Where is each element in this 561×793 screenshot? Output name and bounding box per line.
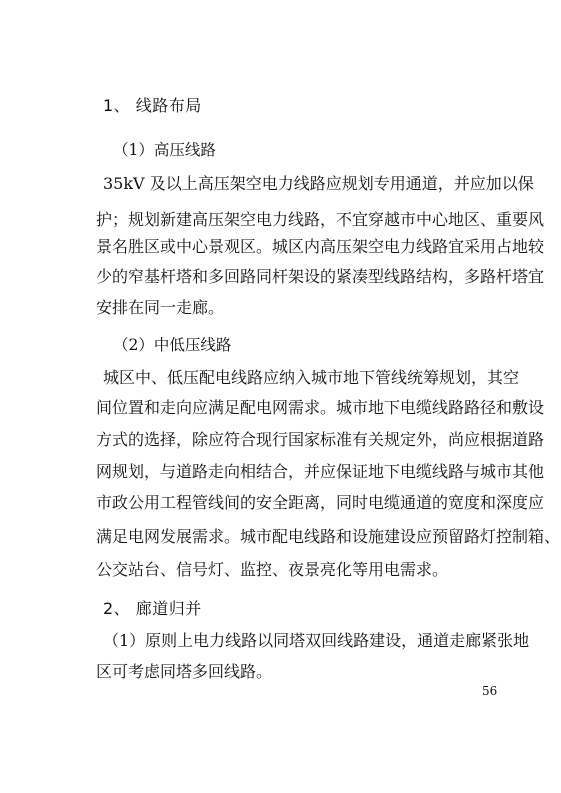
paragraph-line: 公交站台、信号灯、监控、夜景亮化等用电需求。 [96, 560, 449, 579]
paragraph-line: 区可考虑同塔多回线路。 [96, 662, 273, 681]
paragraph-line: 景名胜区或中心景观区。城区内高压架空电力线路宜采用占地较 [96, 237, 545, 256]
paragraph-line: 护；规划新建高压架空电力线路，不宜穿越市中心地区、重要风 [96, 210, 545, 229]
paragraph-line: 市政公用工程管线间的安全距离，同时电缆通道的宽度和深度应 [96, 493, 545, 512]
paragraph-line: 城区中、低压配电线路应纳入城市地下管线统筹规划，其空 [103, 368, 520, 387]
paragraph-line: 方式的选择，除应符合现行国家标准有关规定外，尚应根据道路 [96, 430, 545, 449]
paragraph-line: 少的窄基杆塔和多回路同杆架设的紧凑型线路结构，多路杆塔宜 [96, 267, 545, 286]
subsection-1-heading: （1）高压线路 [113, 141, 216, 159]
paragraph-line: 网规划，与道路走向相结合，并应保证地下电缆线路与城市其他 [96, 462, 545, 481]
paragraph-line: 35kV 及以上高压架空电力线路应规划专用通道，并应加以保 [103, 174, 534, 193]
paragraph-line: 满足电网发展需求。城市配电线路和设施建设应预留路灯控制箱、 [96, 527, 561, 546]
section-1-heading: 1、 线路布局 [103, 96, 202, 115]
subsection-2-heading: （2）中低压线路 [113, 336, 232, 354]
page-number: 56 [482, 684, 498, 698]
paragraph-line: 间位置和走向应满足配电网需求。城市地下电缆线路路径和敷设 [96, 398, 545, 417]
section-2-heading: 2、 廊道归并 [103, 599, 202, 618]
paragraph-line: （1）原则上电力线路以同塔双回线路建设，通道走廊紧张地 [103, 631, 530, 650]
paragraph-line: 安排在同一走廊。 [96, 298, 225, 317]
